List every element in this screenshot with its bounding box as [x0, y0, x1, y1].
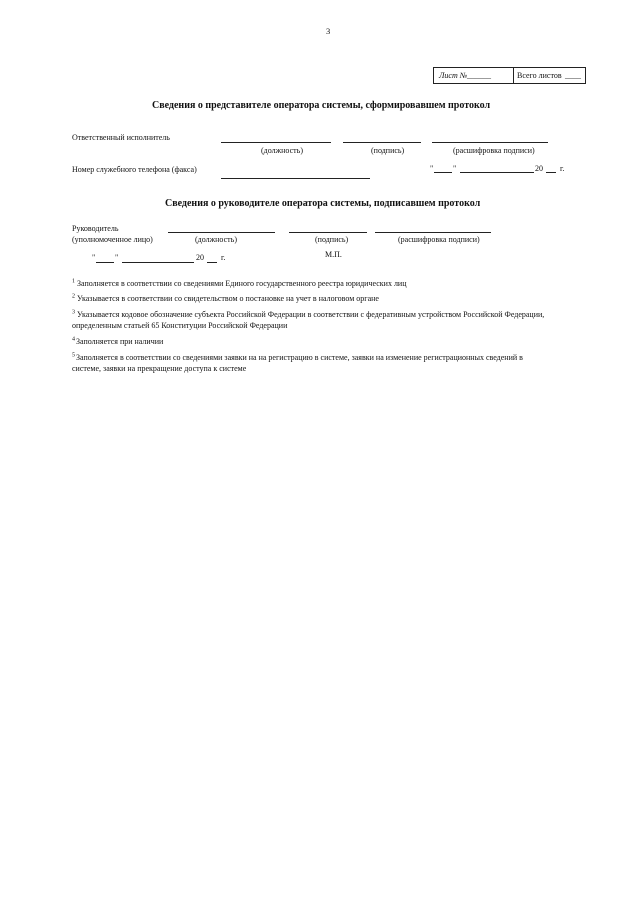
date-quote-open: ": [430, 164, 434, 173]
date-year-field[interactable]: [546, 172, 556, 173]
head-date-year-field[interactable]: [207, 262, 217, 263]
sheet-number-value[interactable]: ______: [467, 71, 491, 80]
footnote-2: [72, 294, 379, 303]
head-date-month-field[interactable]: [122, 262, 194, 263]
head-date-year-prefix: 20: [196, 253, 204, 262]
footnote-5-continuation: системе, заявки на прекращение доступа к системе: [72, 364, 247, 373]
stamp-placeholder: М.П.: [325, 250, 342, 259]
footnote-4-number: 4: [72, 336, 75, 343]
footnote-3-number: 3: [72, 309, 75, 316]
responsible-position-field[interactable]: [221, 142, 331, 143]
footnote-3-text-line1: Указывается кодовое обозначение субъекта Российской Федерации в соответствии с федеративным устройством Российской Федерации,: [77, 310, 545, 319]
head-position-field[interactable]: [168, 232, 275, 233]
footnote-4: [72, 337, 163, 346]
footnote-5: [72, 353, 523, 362]
responsible-position-caption: (должность): [261, 146, 303, 155]
date-year-prefix: 20: [535, 164, 543, 173]
responsible-decoding-field[interactable]: [432, 142, 548, 143]
sheet-box-divider: [513, 68, 514, 83]
footnote-5-number: 5: [72, 352, 75, 359]
phone-field[interactable]: [221, 178, 370, 179]
head-position-caption: (должность): [195, 235, 237, 244]
footnote-1-number: 1: [72, 278, 75, 285]
head-date-day-field[interactable]: [96, 262, 114, 263]
responsible-decoding-caption: (расшифровка подписи): [453, 146, 535, 155]
head-date-quote-close: ": [115, 253, 119, 262]
footnote-2-number: 2: [72, 293, 75, 300]
date-year-suffix: г.: [560, 164, 565, 173]
date-month-field[interactable]: [460, 172, 534, 173]
responsible-signature-field[interactable]: [343, 142, 421, 143]
head-date-year-suffix: г.: [221, 253, 226, 262]
total-sheets-label: Всего листов: [517, 71, 562, 80]
footnote-3: [72, 310, 544, 319]
sheet-number-box: [433, 67, 586, 84]
footnote-4-text: Заполняется при наличии: [76, 337, 164, 346]
date-day-field[interactable]: [434, 172, 452, 173]
footnote-1-text: Заполняется в соответствии со сведениями Единого государственного реестра юридических лиц: [77, 279, 407, 288]
total-sheets-value[interactable]: ____: [565, 71, 581, 80]
head-signature-caption: (подпись): [315, 235, 349, 244]
section-title-representative: Сведения о представителе оператора системы, сформировавшем протокол: [152, 100, 491, 111]
sheet-number-label: Лист №: [439, 71, 468, 80]
head-label-line1: Руководитель: [72, 224, 119, 233]
page-number: 3: [326, 26, 331, 36]
head-decoding-caption: (расшифровка подписи): [398, 235, 480, 244]
head-label-line2: (уполномоченное лицо): [72, 235, 153, 244]
footnote-3-continuation: определенным статьей 65 Конституции Российской Федерации: [72, 321, 288, 330]
responsible-signature-caption: (подпись): [371, 146, 405, 155]
section-title-head: Сведения о руководителе оператора системы, подписавшем протокол: [165, 198, 481, 209]
footnote-2-text: Указывается в соответствии со свидетельством о постановке на учет в налоговом органе: [77, 294, 379, 303]
head-decoding-field[interactable]: [375, 232, 491, 233]
head-signature-field[interactable]: [289, 232, 367, 233]
footnote-5-text-line1: Заполняется в соответствии со сведениями заявки на на регистрацию в системе, заявки на изменение регистрационных сведений в: [76, 353, 523, 362]
responsible-executor-label: Ответственный исполнитель: [72, 133, 170, 142]
phone-label: Номер служебного телефона (факса): [72, 165, 197, 174]
footnote-1: [72, 279, 407, 288]
date-quote-close: ": [453, 164, 457, 173]
head-date-quote-open: ": [92, 253, 96, 262]
